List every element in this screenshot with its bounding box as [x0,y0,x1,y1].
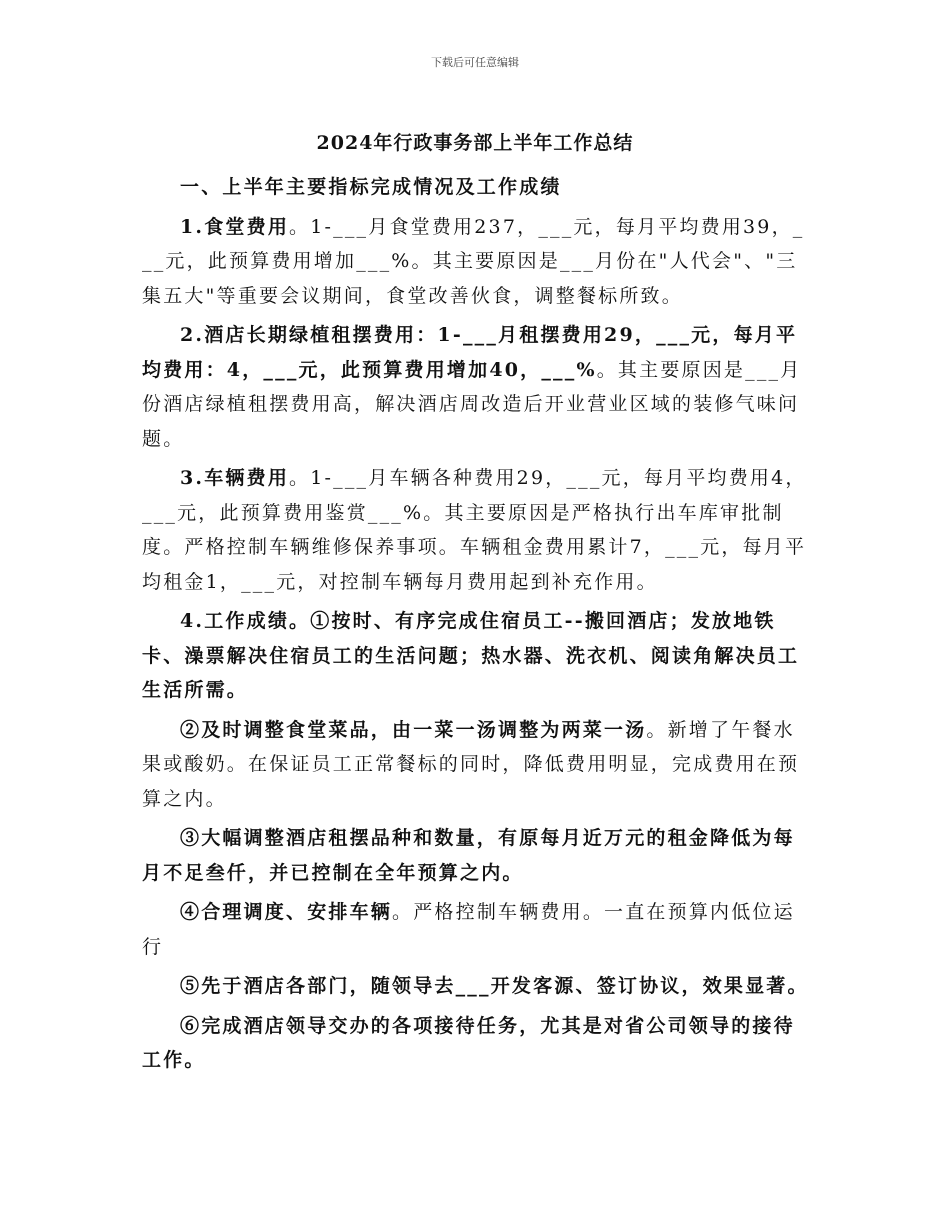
header-watermark: 下载后可任意编辑 [431,56,519,69]
paragraph-canteen-cost [142,210,812,314]
paragraph-reception-tasks [142,1009,812,1078]
paragraph-canteen-menu [142,713,812,817]
page-title: 2024年行政事务部上半年工作总结 [316,132,634,154]
paragraph-text: 。新增了午餐水果或酸奶。在保证员工正常餐标的同时，降低费用明显，完成费用在预算之内。 [142,718,800,810]
paragraph-text: 。其主要原因是___月份酒店绿植租摆费用高，解决酒店周改造后开业营业区域的装修气味问题。 [142,358,802,450]
paragraph-lead: ②及时调整食堂菜品，由一菜一汤调整为两菜一汤 [180,718,647,741]
section-heading: 一、上半年主要指标完成情况及工作成绩 [180,176,562,198]
paragraph-vehicle-dispatch [142,895,812,964]
paragraph-lead: ③大幅调整酒店租摆品种和数量，有原每月近万元的租金降低为每月不足叁仟，并已控制在全年预算之内。 [142,827,795,884]
paragraph-lead: ⑥完成酒店领导交办的各项接待任务，尤其是对省公司领导的接待工作。 [142,1014,795,1071]
paragraph-lead: 1.食堂费用 [180,215,290,238]
paragraph-lead: 4.工作成绩。 [180,610,311,632]
paragraph-text: 。严格控制车辆费用。一直在预算内低位运行 [142,901,795,958]
paragraph-lead: ⑤先于酒店各部门，随领导去___开发客源、签订协议，效果显著。 [180,975,809,997]
paragraph-lead: ④合理调度、安排车辆 [180,901,393,923]
paragraph-client-development [142,969,812,1004]
paragraph-lead: 3.车辆费用 [180,467,290,489]
paragraph-vehicle-cost [142,461,812,599]
paragraph-text: 。1-___月食堂费用237，___元，每月平均费用39，___元，此预算费用增加___%。其主要原因是___月份在"人代会"、"三集五大"等重要会议期间，食堂改善伙食，调整餐标所致。 [142,215,805,307]
paragraph-text: ①按时、有序完成住宿员工--搬回酒店；发放地铁卡、澡票解决住宿员工的生活问题；热水器、洗衣机、阅读角解决员工生活所需。 [142,610,800,701]
paragraph-text: 。1-___月车辆各种费用29，___元，每月平均费用4，___元，此预算费用鉴赏___%。其主要原因是严格执行出车库审批制度。严格控制车辆维修保养事项。车辆租金费用累计7，___元，每月平均租金1，___元，对控制车辆每月费用起到补充作用。 [142,467,807,593]
paragraph-achievements [142,604,812,708]
paragraph-rental-adjust [142,821,812,890]
paragraph-lead: 2.酒店长期绿植租摆费用：1-___月租摆费用29，___元，每月平均费用：4，___元，此预算费用增加40，___% [142,324,798,381]
document-body [142,168,812,1083]
paragraph-plant-rental [142,318,812,456]
